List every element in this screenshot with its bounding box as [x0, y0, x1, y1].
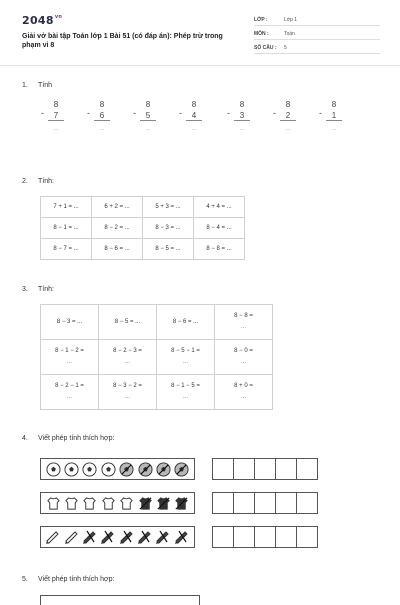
pencil-icon [137, 529, 153, 545]
answer-box[interactable] [276, 526, 297, 548]
subtraction-item: - 8 6 ... [94, 100, 110, 134]
answer-box[interactable] [234, 492, 255, 514]
table-cell: 8 − 2 − 3 = ... [99, 340, 157, 375]
table-cell: 8 − 3 − 2 = ... [99, 375, 157, 410]
table-row [41, 305, 273, 340]
table-cell: 8 − 1 = ... [41, 218, 92, 239]
shirt-icon [101, 496, 116, 511]
table-cell: 8 − 4 = ... [194, 218, 245, 239]
table-cell: 8 − 0 = ... [215, 340, 273, 375]
ball-icon [119, 462, 134, 477]
table-cell: 8 − 6 = ... [92, 239, 143, 260]
table-cell: 8 − 5 = ... [143, 239, 194, 260]
exercise-2-table [40, 196, 245, 260]
answer-box[interactable] [234, 526, 255, 548]
subtraction-item: - 8 5 ... [140, 100, 156, 134]
meta-question-count: SỐ CÂU : 5 [254, 42, 380, 54]
pencil-icon [155, 529, 171, 545]
exercise-3-table [40, 304, 273, 410]
table-cell: 6 + 2 = ... [92, 197, 143, 218]
subtraction-item: - 8 2 ... [280, 100, 296, 134]
meta-class: LỚP : Lớp 1 [254, 14, 380, 26]
subtraction-item: - 8 1 ... [326, 100, 342, 134]
page-title: Giải vở bài tập Toán lớp 1 Bài 51 (có đáp án): Phép trừ trong phạm vi 8 [22, 33, 223, 49]
table-cell: 4 + 4 = ... [194, 197, 245, 218]
shirt-icon [64, 496, 79, 511]
table-cell: 8 − 7 = ... [41, 239, 92, 260]
site-logo[interactable]: $2048^{vn}$ [22, 14, 63, 27]
answer-box[interactable] [276, 458, 297, 480]
ball-icon [101, 462, 116, 477]
page-header [0, 0, 400, 66]
table-cell: 8 − 1 − 5 = ... [157, 375, 215, 410]
pencil-icon [119, 529, 135, 545]
answer-box[interactable] [212, 492, 234, 514]
section-2-title: 2. Tính: [22, 178, 54, 185]
ball-icon [156, 462, 171, 477]
shirt-icon [82, 496, 97, 511]
table-cell: 8 − 2 = ... [92, 218, 143, 239]
shirt-icon [156, 496, 171, 511]
table-cell: 7 + 1 = ... [41, 197, 92, 218]
ball-icon [174, 462, 189, 477]
answer-box[interactable] [297, 458, 318, 480]
answer-box[interactable] [255, 458, 276, 480]
shirt-icon [119, 496, 134, 511]
answer-box[interactable] [212, 526, 234, 548]
answer-box[interactable] [276, 492, 297, 514]
table-cell: 8 − 6 = ... [157, 305, 215, 340]
answer-box[interactable] [255, 526, 276, 548]
ball-icon [138, 462, 153, 477]
shirt-icon [138, 496, 153, 511]
table-cell: 8 − 3 = ... [143, 218, 194, 239]
answer-grid [212, 492, 318, 514]
answer-box[interactable] [297, 492, 318, 514]
table-row [41, 340, 273, 375]
table-cell: 8 − 5 = ... [99, 305, 157, 340]
answer-box[interactable] [297, 526, 318, 548]
pencil-icon [82, 529, 98, 545]
answer-box[interactable] [255, 492, 276, 514]
shirt-icon [174, 496, 189, 511]
answer-box[interactable] [234, 458, 255, 480]
section-3-title: 3. Tính: [22, 286, 54, 293]
section-1-title: 1. Tính [22, 82, 53, 89]
subtraction-item: - 8 4 ... [186, 100, 202, 134]
answer-grid [212, 526, 318, 548]
ball-icon [64, 462, 79, 477]
meta-subject: MÔN : Toán [254, 28, 380, 40]
shirt-icon [46, 496, 61, 511]
answer-grid [212, 458, 318, 480]
table-row [41, 239, 245, 260]
subtraction-item: - 8 3 ... [234, 100, 250, 134]
subtraction-item: - 8 7 ... [48, 100, 64, 134]
table-cell: 8 − 8 = ... [215, 305, 273, 340]
ball-icon [82, 462, 97, 477]
table-cell: 8 − 3 = ... [41, 305, 99, 340]
table-row [41, 197, 245, 218]
pencil-icon [174, 529, 190, 545]
table-cell: 5 + 3 = ... [143, 197, 194, 218]
pencil-icon [100, 529, 116, 545]
picture-row-pencils [40, 526, 195, 548]
picture-row-partial [40, 595, 200, 605]
picture-row-balls [40, 458, 195, 480]
ball-icon [46, 462, 61, 477]
table-cell: 8 − 5 − 1 = ... [157, 340, 215, 375]
answer-box[interactable] [212, 458, 234, 480]
section-5-title: 5. Viết phép tính thích hợp: [22, 576, 115, 583]
table-row [41, 375, 273, 410]
picture-row-shirts [40, 492, 195, 514]
pencil-icon [64, 529, 80, 545]
table-cell: 8 + 0 = ... [215, 375, 273, 410]
table-cell: 8 − 8 = ... [194, 239, 245, 260]
table-cell: 8 − 1 − 2 = ... [41, 340, 99, 375]
pencil-icon [45, 529, 61, 545]
table-row [41, 218, 245, 239]
section-4-title: 4. Viết phép tính thích hợp: [22, 435, 115, 442]
table-cell: 8 − 2 − 1 = ... [41, 375, 99, 410]
